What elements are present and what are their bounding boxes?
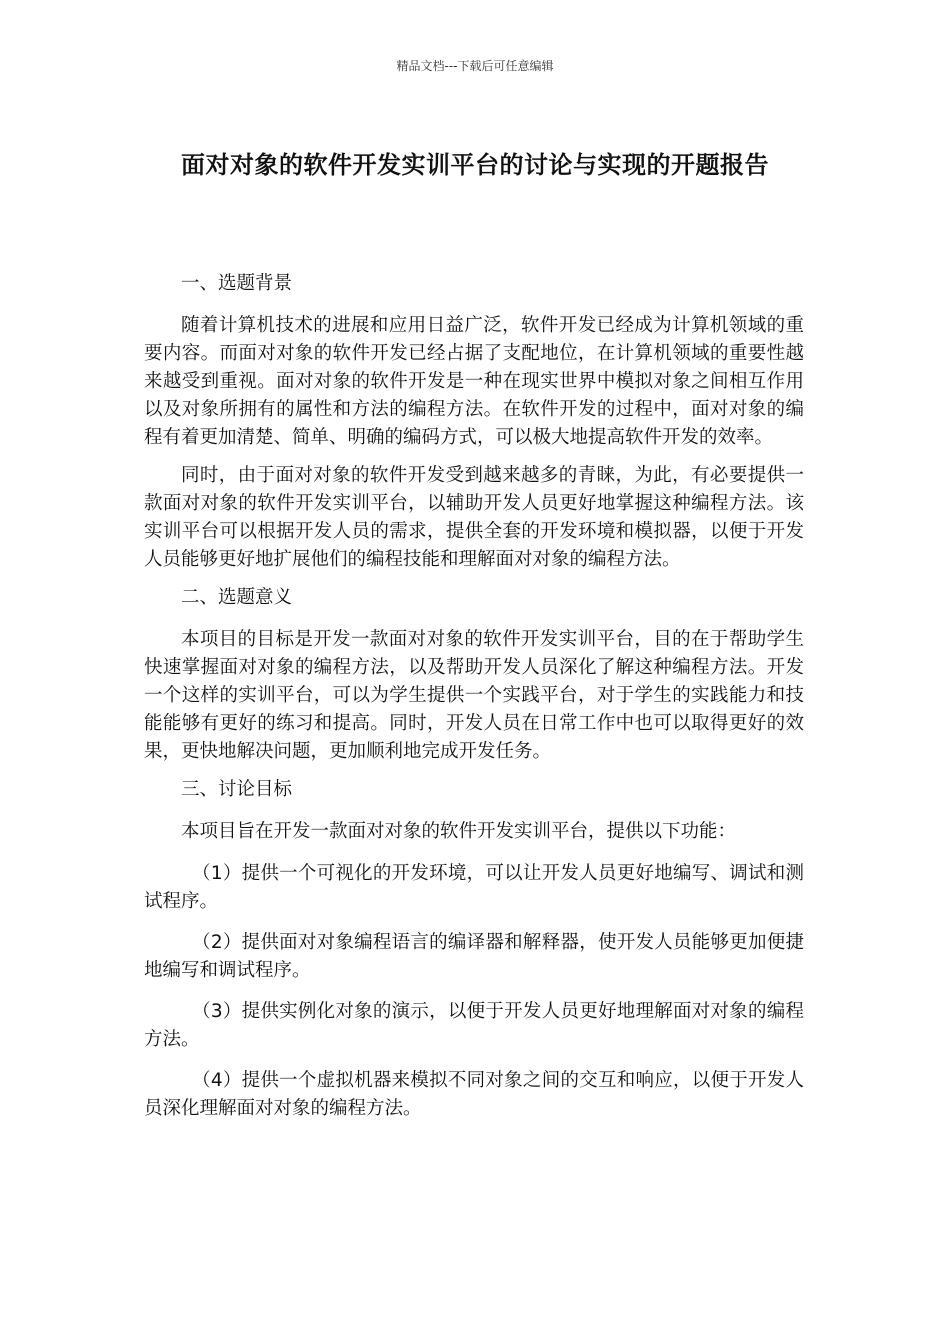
function-item-4: （4）提供一个虚拟机器来模拟不同对象之间的交互和响应，以便于开发人员深化理解面对对象的编程方法。 — [144, 1070, 804, 1119]
paragraph-goals-intro: 本项目旨在开发一款面对对象的软件开发实训平台，提供以下功能： — [181, 821, 737, 842]
function-item-2: （2）提供面对对象编程语言的编译器和解释器，使开发人员能够更加便捷地编写和调试程序。 — [144, 932, 804, 981]
paragraph-background-1: 随着计算机技术的进展和应用日益广泛，软件开发已经成为计算机领域的重要内容。而面对对象的软件开发已经占据了支配地位，在计算机领域的重要性越来越受到重视。面对对象的软件开发是一种在现实世界中模拟对象之间相互作用以及对象所拥有的属性和方法的编程方法。在软件开发的过程中，面对对象的编程有着更加清楚、简单、明确的编码方式，可以极大地提高软件开发的效率。 — [144, 315, 804, 448]
document-body — [144, 270, 804, 1136]
page-header: 精品文档---下载后可任意编辑 — [396, 59, 554, 73]
paragraph-background-2: 同时，由于面对对象的软件开发受到越来越多的青睐，为此，有必要提供一款面对对象的软件开发实训平台，以辅助开发人员更好地掌握这种编程方法。该实训平台可以根据开发人员的需求，提供全套的开发环境和模拟器，以便于开发人员能够更好地扩展他们的编程技能和理解面对对象的编程方法。 — [144, 465, 804, 570]
section-heading-background: 一、选题背景 — [181, 273, 293, 294]
function-item-3: （3）提供实例化对象的演示，以便于开发人员更好地理解面对对象的编程方法。 — [144, 1001, 804, 1050]
section-heading-goals: 三、讨论目标 — [181, 779, 293, 800]
function-item-1: （1）提供一个可视化的开发环境，可以让开发人员更好地编写、调试和测试程序。 — [144, 863, 804, 912]
document-title: 面对对象的软件开发实训平台的讨论与实现的开题报告 — [181, 151, 769, 179]
section-heading-significance: 二、选题意义 — [181, 587, 293, 608]
paragraph-significance: 本项目的目标是开发一款面对对象的软件开发实训平台，目的在于帮助学生快速掌握面对对象的编程方法，以及帮助开发人员深化了解这种编程方法。开发一个这样的实训平台，可以为学生提供一个实践平台，对于学生的实践能力和技能能够有更好的练习和提高。同时，开发人员在日常工作中也可以取得更好的效果，更快地解决问题，更加顺利地完成开发任务。 — [144, 629, 804, 762]
